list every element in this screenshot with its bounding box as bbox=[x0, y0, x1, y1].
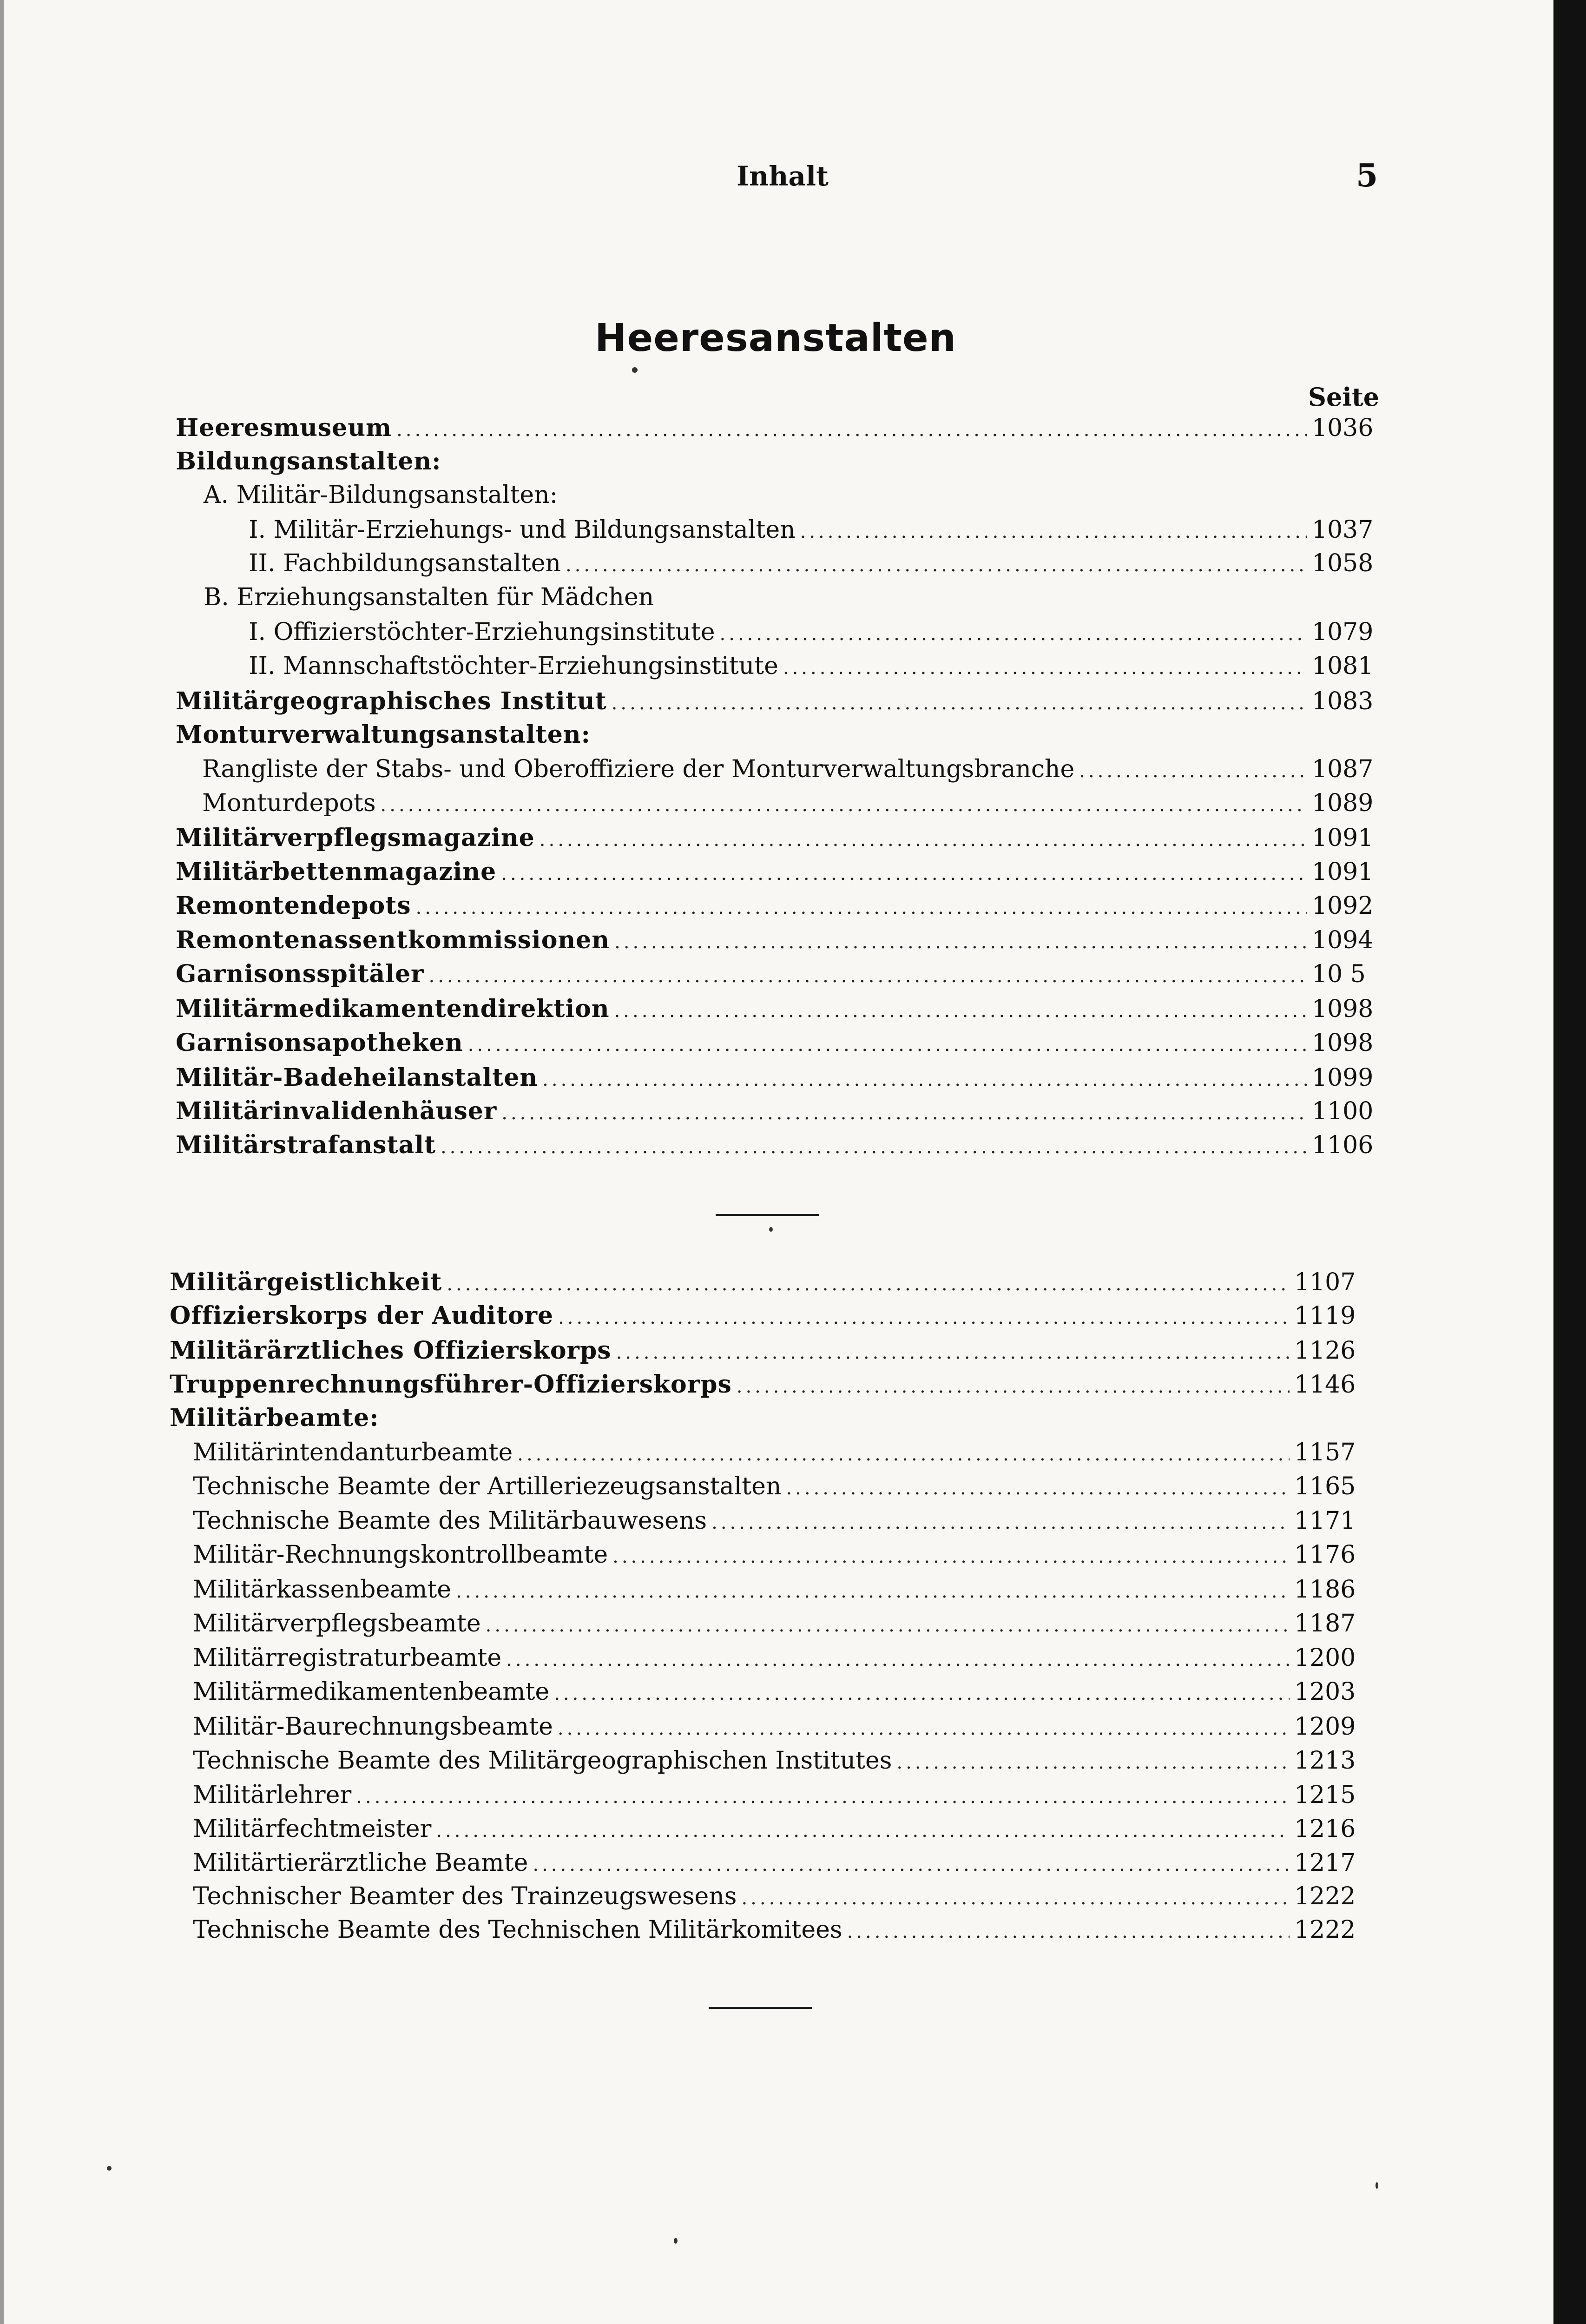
toc-entry-label: B. Erziehungsanstalten für Mädchen bbox=[204, 583, 654, 611]
toc-entry bbox=[193, 1507, 1359, 1541]
toc-entry bbox=[170, 1370, 1359, 1405]
toc-entry-page: 1107 bbox=[1294, 1268, 1356, 1296]
scan-speck bbox=[674, 2238, 678, 2244]
scan-speck bbox=[107, 2166, 112, 2171]
leader-dots bbox=[896, 1752, 1290, 1773]
leader-dots bbox=[614, 931, 1307, 953]
scan-speck bbox=[1375, 2182, 1378, 2189]
toc-entry bbox=[176, 687, 1377, 721]
section-divider bbox=[716, 1214, 819, 1216]
leader-dots bbox=[542, 1069, 1307, 1090]
toc-entry bbox=[193, 1610, 1359, 1644]
toc-entry bbox=[176, 960, 1377, 994]
toc-entry-page: 1036 bbox=[1312, 414, 1374, 442]
toc-entry-label: I. Militär-Erziehungs- und Bildungsanstalten bbox=[249, 516, 796, 544]
leader-dots bbox=[356, 1786, 1290, 1808]
toc-entry bbox=[193, 1576, 1359, 1610]
leader-dots bbox=[847, 1921, 1290, 1942]
toc-entry bbox=[193, 1644, 1359, 1678]
toc-entry-label: Militär-Badeheilanstalten bbox=[176, 1063, 538, 1092]
toc-entry-label: Militärmedikamentenbeamte bbox=[193, 1678, 550, 1706]
leader-dots bbox=[616, 1342, 1290, 1363]
leader-dots bbox=[456, 1581, 1290, 1602]
toc-entry bbox=[176, 995, 1377, 1029]
page-column-label: Seite bbox=[1308, 382, 1380, 412]
toc-entry-page: 1222 bbox=[1294, 1916, 1356, 1944]
toc-entry bbox=[193, 1815, 1359, 1849]
toc-entry-label: II. Mannschaftstöchter-Erziehungsinstitute bbox=[249, 652, 778, 680]
running-head: Inhalt bbox=[737, 160, 829, 192]
toc-entry-page: 1083 bbox=[1312, 687, 1374, 715]
toc-entry bbox=[193, 1747, 1359, 1781]
toc-group-heading bbox=[176, 720, 1377, 755]
toc-entry-page: 1187 bbox=[1294, 1610, 1356, 1637]
toc-entry-label: Militärkassenbeamte bbox=[193, 1576, 452, 1604]
page-number: 5 bbox=[1356, 157, 1378, 194]
toc-entry-label: Bildungsanstalten: bbox=[176, 447, 441, 475]
toc-entry bbox=[202, 789, 1377, 824]
toc-entry-page: 1222 bbox=[1294, 1882, 1356, 1910]
toc-entry-label: Technische Beamte des Militärgeographischen Institutes bbox=[193, 1747, 892, 1775]
leader-dots bbox=[800, 521, 1307, 542]
leader-dots bbox=[517, 1444, 1290, 1465]
toc-entry-label: Militärärztliches Offizierskorps bbox=[170, 1336, 612, 1365]
toc-entry bbox=[193, 1541, 1359, 1575]
toc-entry-label: Technische Beamte des Technischen Militärkomitees bbox=[193, 1916, 842, 1944]
toc-entry-page: 1079 bbox=[1312, 618, 1374, 646]
leader-dots bbox=[741, 1888, 1290, 1909]
toc-entry bbox=[193, 1781, 1359, 1816]
toc-entry-page: 1087 bbox=[1312, 755, 1374, 783]
toc-entry-page: 1213 bbox=[1294, 1747, 1356, 1775]
toc-entry-label: Remontendepots bbox=[176, 891, 411, 920]
toc-entry-label: Militärbeamte: bbox=[170, 1404, 379, 1432]
toc-entry-label: Technischer Beamter des Trainzeugswesens bbox=[193, 1882, 737, 1910]
leader-dots bbox=[501, 863, 1307, 885]
toc-entry bbox=[193, 1439, 1359, 1473]
leader-dots bbox=[558, 1718, 1290, 1739]
toc-entry-page: 1171 bbox=[1294, 1507, 1356, 1535]
toc-entry bbox=[176, 1131, 1377, 1165]
leader-dots bbox=[554, 1683, 1290, 1704]
leader-dots bbox=[533, 1854, 1290, 1875]
toc-entry bbox=[202, 755, 1377, 790]
toc-entry bbox=[193, 1916, 1359, 1950]
toc-entry-label: Militär-Rechnungskontrollbeamte bbox=[193, 1541, 608, 1569]
leader-dots bbox=[558, 1307, 1290, 1328]
toc-entry-label: I. Offizierstöchter-Erziehungsinstitute bbox=[249, 618, 715, 646]
toc-entry-page: 1126 bbox=[1294, 1337, 1356, 1365]
toc-entry-label: A. Militär-Bildungsanstalten: bbox=[204, 481, 558, 509]
toc-entry-page: 1106 bbox=[1312, 1131, 1374, 1159]
toc-entry-label: Militärregistraturbeamte bbox=[193, 1644, 502, 1672]
leader-dots bbox=[506, 1649, 1290, 1670]
leader-dots bbox=[441, 1136, 1307, 1158]
toc-entry bbox=[193, 1713, 1359, 1747]
leader-dots bbox=[711, 1512, 1290, 1533]
scan-edge-right bbox=[1553, 0, 1586, 2324]
toc-entry-page: 1091 bbox=[1312, 858, 1374, 886]
toc-entry-page: 1098 bbox=[1312, 1029, 1374, 1057]
leader-dots bbox=[468, 1034, 1307, 1056]
toc-entry bbox=[176, 926, 1377, 960]
toc-entry-page: 1165 bbox=[1294, 1472, 1356, 1500]
toc-entry-label: Garnisonsapotheken bbox=[176, 1029, 463, 1057]
toc-entry-label: Monturdepots bbox=[202, 789, 376, 817]
toc-entry-page: 1209 bbox=[1294, 1713, 1356, 1741]
toc-entry-page: 1098 bbox=[1312, 995, 1374, 1023]
leader-dots bbox=[428, 965, 1307, 987]
toc-entry-label: Militärtierärztliche Beamte bbox=[193, 1849, 528, 1877]
toc-entry bbox=[249, 652, 1377, 687]
toc-entry-label: Remontenassentkommissionen bbox=[176, 926, 610, 954]
leader-dots bbox=[416, 897, 1307, 918]
leader-dots bbox=[566, 555, 1307, 576]
toc-group-heading bbox=[176, 447, 1377, 482]
toc-entry bbox=[170, 1268, 1359, 1302]
leader-dots bbox=[614, 1000, 1307, 1022]
toc-entry-page: 1099 bbox=[1312, 1064, 1374, 1092]
toc-entry-page: 1157 bbox=[1294, 1439, 1356, 1466]
toc-entry bbox=[176, 1029, 1377, 1063]
toc-entry bbox=[193, 1472, 1359, 1507]
toc-entry bbox=[249, 516, 1377, 550]
toc-entry-label: Militär-Baurechnungsbeamte bbox=[193, 1713, 553, 1741]
toc-entry-page: 1037 bbox=[1312, 516, 1374, 544]
toc-entry bbox=[176, 414, 1377, 448]
toc-entry-label: Offizierskorps der Auditore bbox=[170, 1301, 554, 1330]
toc-entry-page: 1089 bbox=[1312, 789, 1374, 817]
toc-entry-page: 1094 bbox=[1312, 926, 1374, 954]
leader-dots bbox=[612, 1546, 1290, 1567]
toc-entry-label: Truppenrechnungsführer-Offizierskorps bbox=[170, 1370, 732, 1399]
leader-dots bbox=[486, 1615, 1290, 1636]
toc-entry-label: Rangliste der Stabs- und Oberoffiziere der Monturverwaltungsbranche bbox=[202, 755, 1075, 783]
toc-entry-label: Militärverpflegsmagazine bbox=[176, 824, 535, 852]
toc-entry bbox=[193, 1678, 1359, 1712]
toc-entry-label: Heeresmuseum bbox=[176, 414, 392, 442]
leader-dots bbox=[612, 693, 1307, 714]
leader-dots bbox=[737, 1376, 1290, 1397]
toc-entry bbox=[176, 824, 1377, 858]
leader-dots bbox=[501, 1103, 1307, 1124]
toc-entry-page: 1058 bbox=[1312, 549, 1374, 577]
toc-entry-label: Militärmedikamentendirektion bbox=[176, 995, 610, 1023]
toc-entry-page: 1091 bbox=[1312, 824, 1374, 852]
toc-entry-page: 1081 bbox=[1312, 652, 1374, 680]
leader-dots bbox=[540, 829, 1307, 851]
toc-entry-label: Militärlehrer bbox=[193, 1781, 352, 1809]
leader-dots bbox=[396, 419, 1307, 441]
leader-dots bbox=[447, 1274, 1290, 1295]
toc-entry-label: Garnisonsspitäler bbox=[176, 960, 424, 988]
toc-entry-label: Militärintendanturbeamte bbox=[193, 1439, 513, 1466]
leader-dots bbox=[783, 657, 1307, 679]
closing-divider bbox=[709, 2007, 812, 2009]
toc-entry-label: Militärfechtmeister bbox=[193, 1815, 432, 1843]
toc-entry bbox=[170, 1336, 1359, 1371]
section-title: Heeresanstalten bbox=[594, 316, 957, 360]
toc-entry-label: II. Fachbildungsanstalten bbox=[249, 549, 561, 577]
toc-subgroup-heading bbox=[204, 481, 1377, 515]
toc-entry bbox=[176, 891, 1377, 926]
leader-dots bbox=[381, 794, 1307, 816]
toc-entry-page: 1119 bbox=[1294, 1302, 1356, 1330]
toc-group-heading bbox=[170, 1404, 1359, 1438]
scan-speck bbox=[769, 1227, 773, 1232]
toc-entry-page: 1092 bbox=[1312, 892, 1374, 920]
toc-entry-page: 1100 bbox=[1312, 1097, 1374, 1125]
leader-dots bbox=[786, 1478, 1290, 1499]
toc-entry-label: Militärverpflegsbeamte bbox=[193, 1610, 481, 1637]
toc-entry-label: Militärinvalidenhäuser bbox=[176, 1097, 497, 1125]
toc-entry bbox=[249, 549, 1377, 584]
toc-entry bbox=[170, 1301, 1359, 1336]
toc-entry bbox=[176, 1063, 1377, 1098]
scan-speck bbox=[632, 367, 638, 373]
toc-entry-label: Militärbettenmagazine bbox=[176, 858, 497, 886]
leader-dots bbox=[436, 1820, 1290, 1842]
toc-entry-label: Militärstrafanstalt bbox=[176, 1131, 436, 1159]
toc-entry-page: 1217 bbox=[1294, 1849, 1356, 1877]
toc-entry bbox=[249, 618, 1377, 653]
toc-entry-page: 1186 bbox=[1294, 1576, 1356, 1604]
toc-entry-label: Monturverwaltungsanstalten: bbox=[176, 720, 591, 749]
toc-entry-page: 1203 bbox=[1294, 1678, 1356, 1706]
toc-entry bbox=[193, 1849, 1359, 1883]
toc-entry-page: 1176 bbox=[1294, 1541, 1356, 1569]
leader-dots bbox=[720, 623, 1307, 645]
toc-entry-page: 1215 bbox=[1294, 1781, 1356, 1809]
leader-dots bbox=[1079, 760, 1307, 782]
toc-entry bbox=[176, 1097, 1377, 1131]
toc-entry-label: Technische Beamte der Artilleriezeugsanstalten bbox=[193, 1472, 782, 1500]
toc-entry-label: Technische Beamte des Militärbauwesens bbox=[193, 1507, 707, 1535]
toc-entry-page: 1146 bbox=[1294, 1371, 1356, 1399]
toc-entry bbox=[176, 858, 1377, 892]
toc-entry-page: 1200 bbox=[1294, 1644, 1356, 1672]
toc-entry-page: 1216 bbox=[1294, 1815, 1356, 1843]
toc-entry bbox=[193, 1882, 1359, 1917]
toc-subgroup-heading bbox=[204, 583, 1377, 618]
toc-entry-label: Militärgeographisches Institut bbox=[176, 687, 607, 715]
toc-entry-label: Militärgeistlichkeit bbox=[170, 1268, 442, 1296]
toc-entry-page: 10 5 bbox=[1312, 960, 1366, 988]
